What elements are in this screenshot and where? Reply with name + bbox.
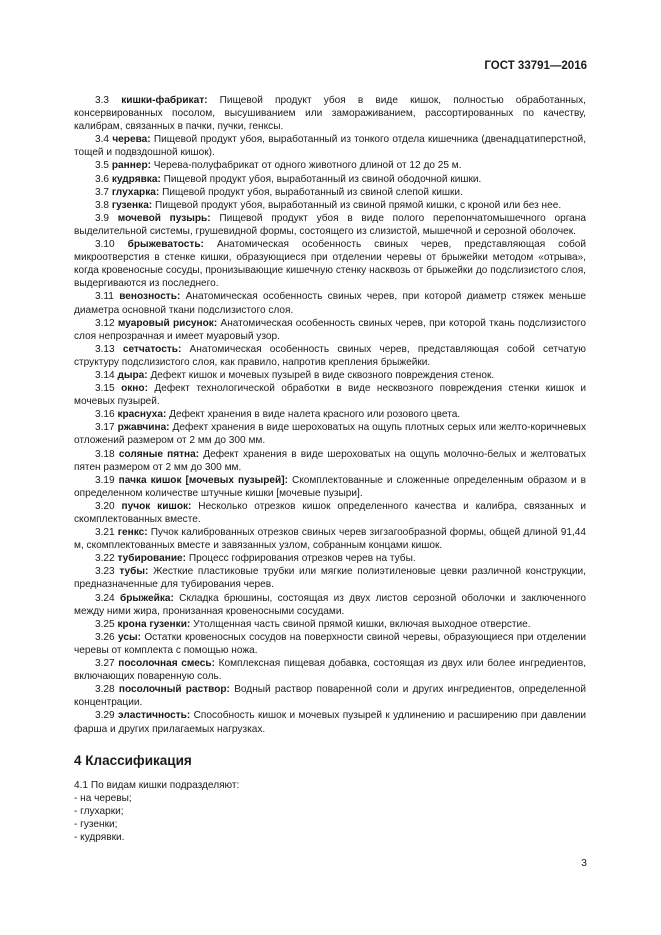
definition-entry xyxy=(74,317,586,343)
definition-entry xyxy=(74,159,586,172)
entry-term: посолочная смесь: xyxy=(118,658,215,670)
entry-definition: Пищевой продукт убоя, выработанный из свиной прямой кишки, с кроной или без нее. xyxy=(154,199,562,211)
definitions-list xyxy=(74,94,586,736)
entry-number: 3.21 xyxy=(95,527,115,539)
entry-term: тубирование: xyxy=(117,553,187,565)
list-item: - гузенки; xyxy=(74,818,118,830)
entry-term: пачка кишок [мочевых пузырей]: xyxy=(118,474,288,486)
definition-entry xyxy=(74,212,586,238)
entry-definition: Остатки кровеносных сосудов на поверхности свиной черевы, образующиеся при отделении черевы от комплекта с помощью ножа. xyxy=(74,631,586,656)
definition-entry xyxy=(74,238,586,290)
definition-entry xyxy=(74,94,586,133)
entry-definition: Процесс гофрирования отрезков черев на тубы. xyxy=(188,553,416,565)
entry-number: 3.9 xyxy=(95,212,110,224)
entry-definition: Пищевой продукт убоя, выработанный из свиной слепой кишки. xyxy=(162,186,463,198)
entry-definition: Анатомическая особенность свиных черев, при которой диаметр стяжек меньше диаметра основной ткани подслизистого слоя. xyxy=(74,291,587,316)
definition-entry xyxy=(74,500,586,526)
entry-number: 3.3 xyxy=(95,95,110,106)
entry-term: глухарка: xyxy=(111,186,160,198)
entry-number: 3.23 xyxy=(95,566,115,578)
definition-entry xyxy=(74,408,586,421)
definition-entry xyxy=(74,474,586,500)
entry-number: 3.5 xyxy=(95,160,110,172)
entry-definition: Утолщенная часть свиной прямой кишки, включая выходное отверстие. xyxy=(193,618,531,630)
entry-term: соляные пятна: xyxy=(118,448,200,460)
entry-definition: Пучок калиброванных отрезков свиных черев зигзагообразной формы, общей длиной 91,44 м, скомплектованных вместе и завязанных узлом, собранным концами кишок. xyxy=(74,527,586,552)
definition-entry xyxy=(74,186,586,199)
definition-entry xyxy=(74,618,586,631)
definition-entry xyxy=(74,565,586,591)
definition-entry xyxy=(74,709,586,735)
page-number: 3 xyxy=(581,857,587,869)
entry-term: кишки-фабрикат: xyxy=(121,95,208,106)
entry-number: 3.26 xyxy=(95,631,115,643)
entry-definition: Анатомическая особенность свиных черев, при которой ткань подслизистого слоя непрозрачная и имеет муаровый узор. xyxy=(74,317,586,342)
definition-entry xyxy=(74,526,586,552)
definition-entry xyxy=(74,552,586,565)
entry-definition: Пищевой продукт убоя в виде полого перепончатомышечного органа выделительной системы, грушевидной формы, состоящего из слизистой, мышечной и серозной оболочек. xyxy=(74,212,586,237)
entry-number: 3.24 xyxy=(95,592,115,604)
entry-term: усы: xyxy=(118,631,141,643)
definition-entry xyxy=(74,421,586,447)
entry-term: мочевой пузырь: xyxy=(117,212,211,224)
entry-number: 3.19 xyxy=(95,474,115,486)
entry-definition: Черева-полуфабрикат от одного животного длиной от 12 до 25 м. xyxy=(153,160,462,172)
entry-term: кудрявка: xyxy=(111,173,161,185)
entry-number: 3.28 xyxy=(95,684,115,696)
entry-number: 3.14 xyxy=(95,369,115,381)
entry-term: ржавчина: xyxy=(117,422,170,434)
entry-number: 3.25 xyxy=(95,618,115,630)
entry-definition: Пищевой продукт убоя, выработанный из тонкого отдела кишечника (двенадцатиперстной, тощей и подвздошной кишок). xyxy=(74,134,586,159)
definition-entry xyxy=(74,369,586,382)
entry-number: 3.10 xyxy=(95,239,115,251)
entry-number: 3.15 xyxy=(95,383,115,395)
definition-entry xyxy=(74,631,586,657)
entry-number: 3.20 xyxy=(95,500,115,512)
entry-number: 3.6 xyxy=(95,173,110,185)
entry-term: краснуха: xyxy=(117,409,167,421)
entry-definition: Способность кишок и мочевых пузырей к удлинению и расширению при давлении фарша и других прилагаемых нагрузках. xyxy=(74,710,586,735)
entry-term: брыжеватость: xyxy=(127,239,204,251)
entry-number: 3.12 xyxy=(95,317,115,329)
entry-definition: Дефект хранения в виде шероховатых на ощупь молочно-белых и желтоватых пятен размером от 2 мм до 300 мм. xyxy=(74,448,586,473)
entry-number: 3.29 xyxy=(95,710,115,722)
definition-entry xyxy=(74,448,586,474)
entry-number: 3.4 xyxy=(95,134,110,146)
standard-code-header: ГОСТ 33791—2016 xyxy=(484,60,587,72)
entry-term: черева: xyxy=(112,134,151,146)
section-intro: 4.1 По видам кишки подразделяют: xyxy=(74,779,240,791)
entry-number: 3.22 xyxy=(95,553,115,565)
definition-entry xyxy=(74,173,586,186)
entry-number: 3.13 xyxy=(95,343,115,355)
list-item: - кудрявки. xyxy=(74,832,125,844)
definition-entry xyxy=(74,382,586,408)
entry-term: посолочный раствор: xyxy=(118,684,230,696)
classification-list xyxy=(74,792,586,844)
entry-definition: Жесткие пластиковые трубки или мягкие полиэтиленовые цевки различной конструкции, предназначенные для тубирования черев. xyxy=(74,566,586,591)
entry-definition: Дефект кишок и мочевых пузырей в виде сквозного повреждения стенок. xyxy=(150,369,495,381)
entry-term: раннер: xyxy=(111,160,151,172)
definition-entry xyxy=(74,343,586,369)
entry-term: брыжейка: xyxy=(119,592,174,604)
page-body xyxy=(74,94,586,844)
entry-term: тубы: xyxy=(119,566,149,578)
definition-entry xyxy=(74,683,586,709)
entry-number: 3.11 xyxy=(95,291,114,303)
list-item: - глухарки; xyxy=(74,805,124,817)
entry-term: дыра: xyxy=(117,369,148,381)
entry-number: 3.16 xyxy=(95,409,115,421)
entry-term: муаровый рисунок: xyxy=(117,317,218,329)
entry-definition: Несколько отрезков кишок определенного качества и калибра, связанных и скомплектованных вместе. xyxy=(74,500,586,525)
entry-term: венозность: xyxy=(119,291,181,303)
entry-number: 3.27 xyxy=(95,658,115,670)
entry-definition: Комплексная пищевая добавка, состоящая из двух или более ингредиентов, включающих поваренную соль. xyxy=(74,658,587,683)
entry-term: эластичность: xyxy=(118,710,191,722)
entry-definition: Пищевой продукт убоя, выработанный из свиной ободочной кишки. xyxy=(163,173,482,185)
entry-term: окно: xyxy=(121,383,148,395)
entry-term: сетчатость: xyxy=(122,343,182,355)
section-title: 4 Классификация xyxy=(74,752,192,768)
definition-entry xyxy=(74,592,586,618)
entry-number: 3.17 xyxy=(95,422,115,434)
entry-term: генкс: xyxy=(117,527,148,539)
entry-number: 3.7 xyxy=(95,186,110,198)
entry-definition: Пищевой продукт убоя в виде кишок, полностью обработанных, консервированных посолом, высушиванием или замораживанием, рассортированных по качеству, калибрам, связанных в пачки, пучки, генксы. xyxy=(74,95,586,133)
entry-definition: Складка брюшины, состоящая из двух листов серозной оболочки и заключенного между ними жира, пронизанная кровеносными сосудами. xyxy=(74,592,586,617)
entry-definition: Скомплектованные и сложенные определенным образом и в определенном количестве штучные кишки [мочевые пузыри]. xyxy=(74,474,587,499)
definition-entry xyxy=(74,290,586,316)
entry-definition: Анатомическая особенность свиных черев, представляющая собой сетчатую структуру подслизистого слоя, как правило, напротив крепления брыжейки. xyxy=(74,343,586,368)
entry-term: пучок кишок: xyxy=(121,500,192,512)
entry-definition: Анатомическая особенность свиных черев, представляющая собой микроотверстия в стенке кишки, образующиеся при отделении черевы от брыжейки методом «отрыва», когда кровеносные сосуды, пронизывающие кишечную стенку насквозь от брыжейки до подслизистого слоя, выдергиваются из последнего. xyxy=(74,239,586,290)
definition-entry xyxy=(74,133,586,159)
definition-entry xyxy=(74,657,586,683)
list-item: - на черевы; xyxy=(74,792,132,804)
definition-entry xyxy=(74,199,586,212)
entry-definition: Дефект хранения в виде налета красного или розового цвета. xyxy=(169,409,461,421)
entry-number: 3.18 xyxy=(95,448,115,460)
entry-term: гузенка: xyxy=(111,199,153,211)
entry-definition: Водный раствор поваренной соли и других ингредиентов, определенной концентрации. xyxy=(74,684,586,709)
entry-definition: Дефект технологической обработки в виде несквозного повреждения стенки кишок и мочевых пузырей. xyxy=(74,383,586,408)
entry-definition: Дефект хранения в виде шероховатых на ощупь плотных серых или желто-коричневых отложений размером от 2 мм до 300 мм. xyxy=(74,422,586,447)
entry-term: крона гузенки: xyxy=(117,618,191,630)
entry-number: 3.8 xyxy=(95,199,110,211)
